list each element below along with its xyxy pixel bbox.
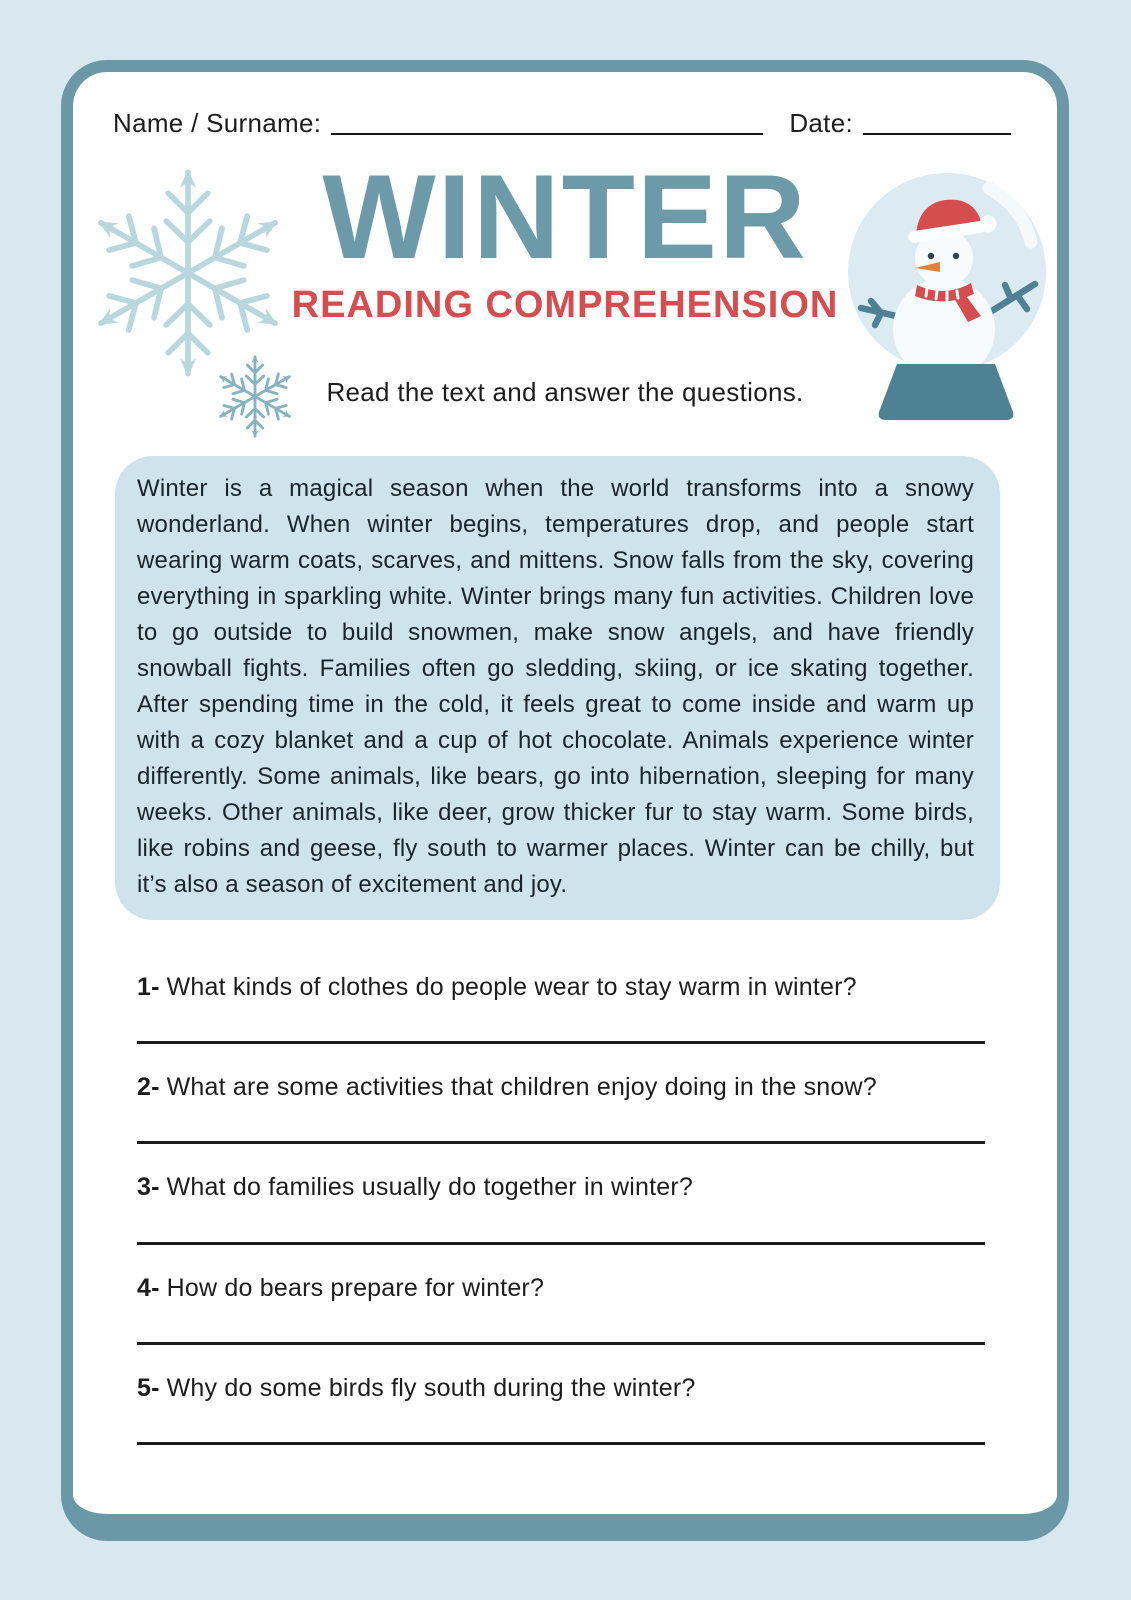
snowman-eye <box>928 253 934 259</box>
question-item <box>137 1172 985 1244</box>
page-subtitle: READING COMPREHENSION <box>291 284 839 326</box>
page-title: WINTER <box>322 150 808 284</box>
snowman-eye <box>953 253 959 259</box>
question-3-number: 3- <box>137 1173 160 1202</box>
answer-blank-3[interactable] <box>137 1242 985 1245</box>
question-4 <box>137 1273 985 1304</box>
header-row <box>113 108 1011 139</box>
answer-blank-5[interactable] <box>137 1442 985 1445</box>
question-3-text: What do families usually do together in winter? <box>166 1173 693 1202</box>
date-blank[interactable] <box>863 133 1011 135</box>
question-item <box>137 1373 985 1445</box>
globe-base <box>879 364 1014 420</box>
passage-text: Winter is a magical season when the world transforms into a snowy wonderland. When winter begins, temperatures drop, and people start wearing warm coats, scarves, and mittens. Snow falls from the sky, covering everything in sparkling white. Winter brings many fun activities. Children love to go outside to build snowmen, make snow angels, and have friendly snowball fights. Families often go sledding, skiing, or ice skating together. After spending time in the cold, it feels great to come inside and warm up with a cozy blanket and a cup of hot chocolate. Animals experience winter differently. Some animals, like bears, go into hibernation, sleeping for many weeks. Other animals, like deer, grow thicker fur to stay warm. Some birds, like robins and geese, fly south to warmer places. Winter can be chilly, but it’s also a season of excitement and joy. <box>137 474 974 898</box>
questions-section <box>137 972 985 1445</box>
reading-passage-box <box>115 456 1000 920</box>
question-5 <box>137 1373 985 1404</box>
question-item <box>137 1072 985 1144</box>
question-2 <box>137 1072 985 1103</box>
date-label: Date: <box>789 108 853 138</box>
question-2-text: What are some activities that children enjoy doing in the snow? <box>166 1073 877 1102</box>
answer-blank-4[interactable] <box>137 1342 985 1345</box>
instruction-text: Read the text and answer the questions. <box>326 376 804 407</box>
answer-blank-2[interactable] <box>137 1141 985 1144</box>
question-1 <box>137 972 985 1003</box>
question-item <box>137 1273 985 1345</box>
question-item <box>137 972 985 1044</box>
name-blank[interactable] <box>331 133 763 135</box>
question-4-text: How do bears prepare for winter? <box>166 1273 545 1302</box>
snow-globe-snowman-icon <box>843 166 1053 428</box>
question-1-number: 1- <box>137 972 160 1001</box>
question-5-number: 5- <box>137 1373 160 1402</box>
question-1-text: What kinds of clothes do people wear to stay warm in winter? <box>166 972 857 1001</box>
answer-blank-1[interactable] <box>137 1041 985 1044</box>
question-2-number: 2- <box>137 1073 160 1102</box>
question-4-number: 4- <box>137 1273 160 1302</box>
snowflake-icon <box>210 350 300 443</box>
question-5-text: Why do some birds fly south during the winter? <box>166 1373 696 1402</box>
question-3 <box>137 1172 985 1203</box>
hat-pompom <box>980 216 997 233</box>
name-label: Name / Surname: <box>113 108 322 138</box>
